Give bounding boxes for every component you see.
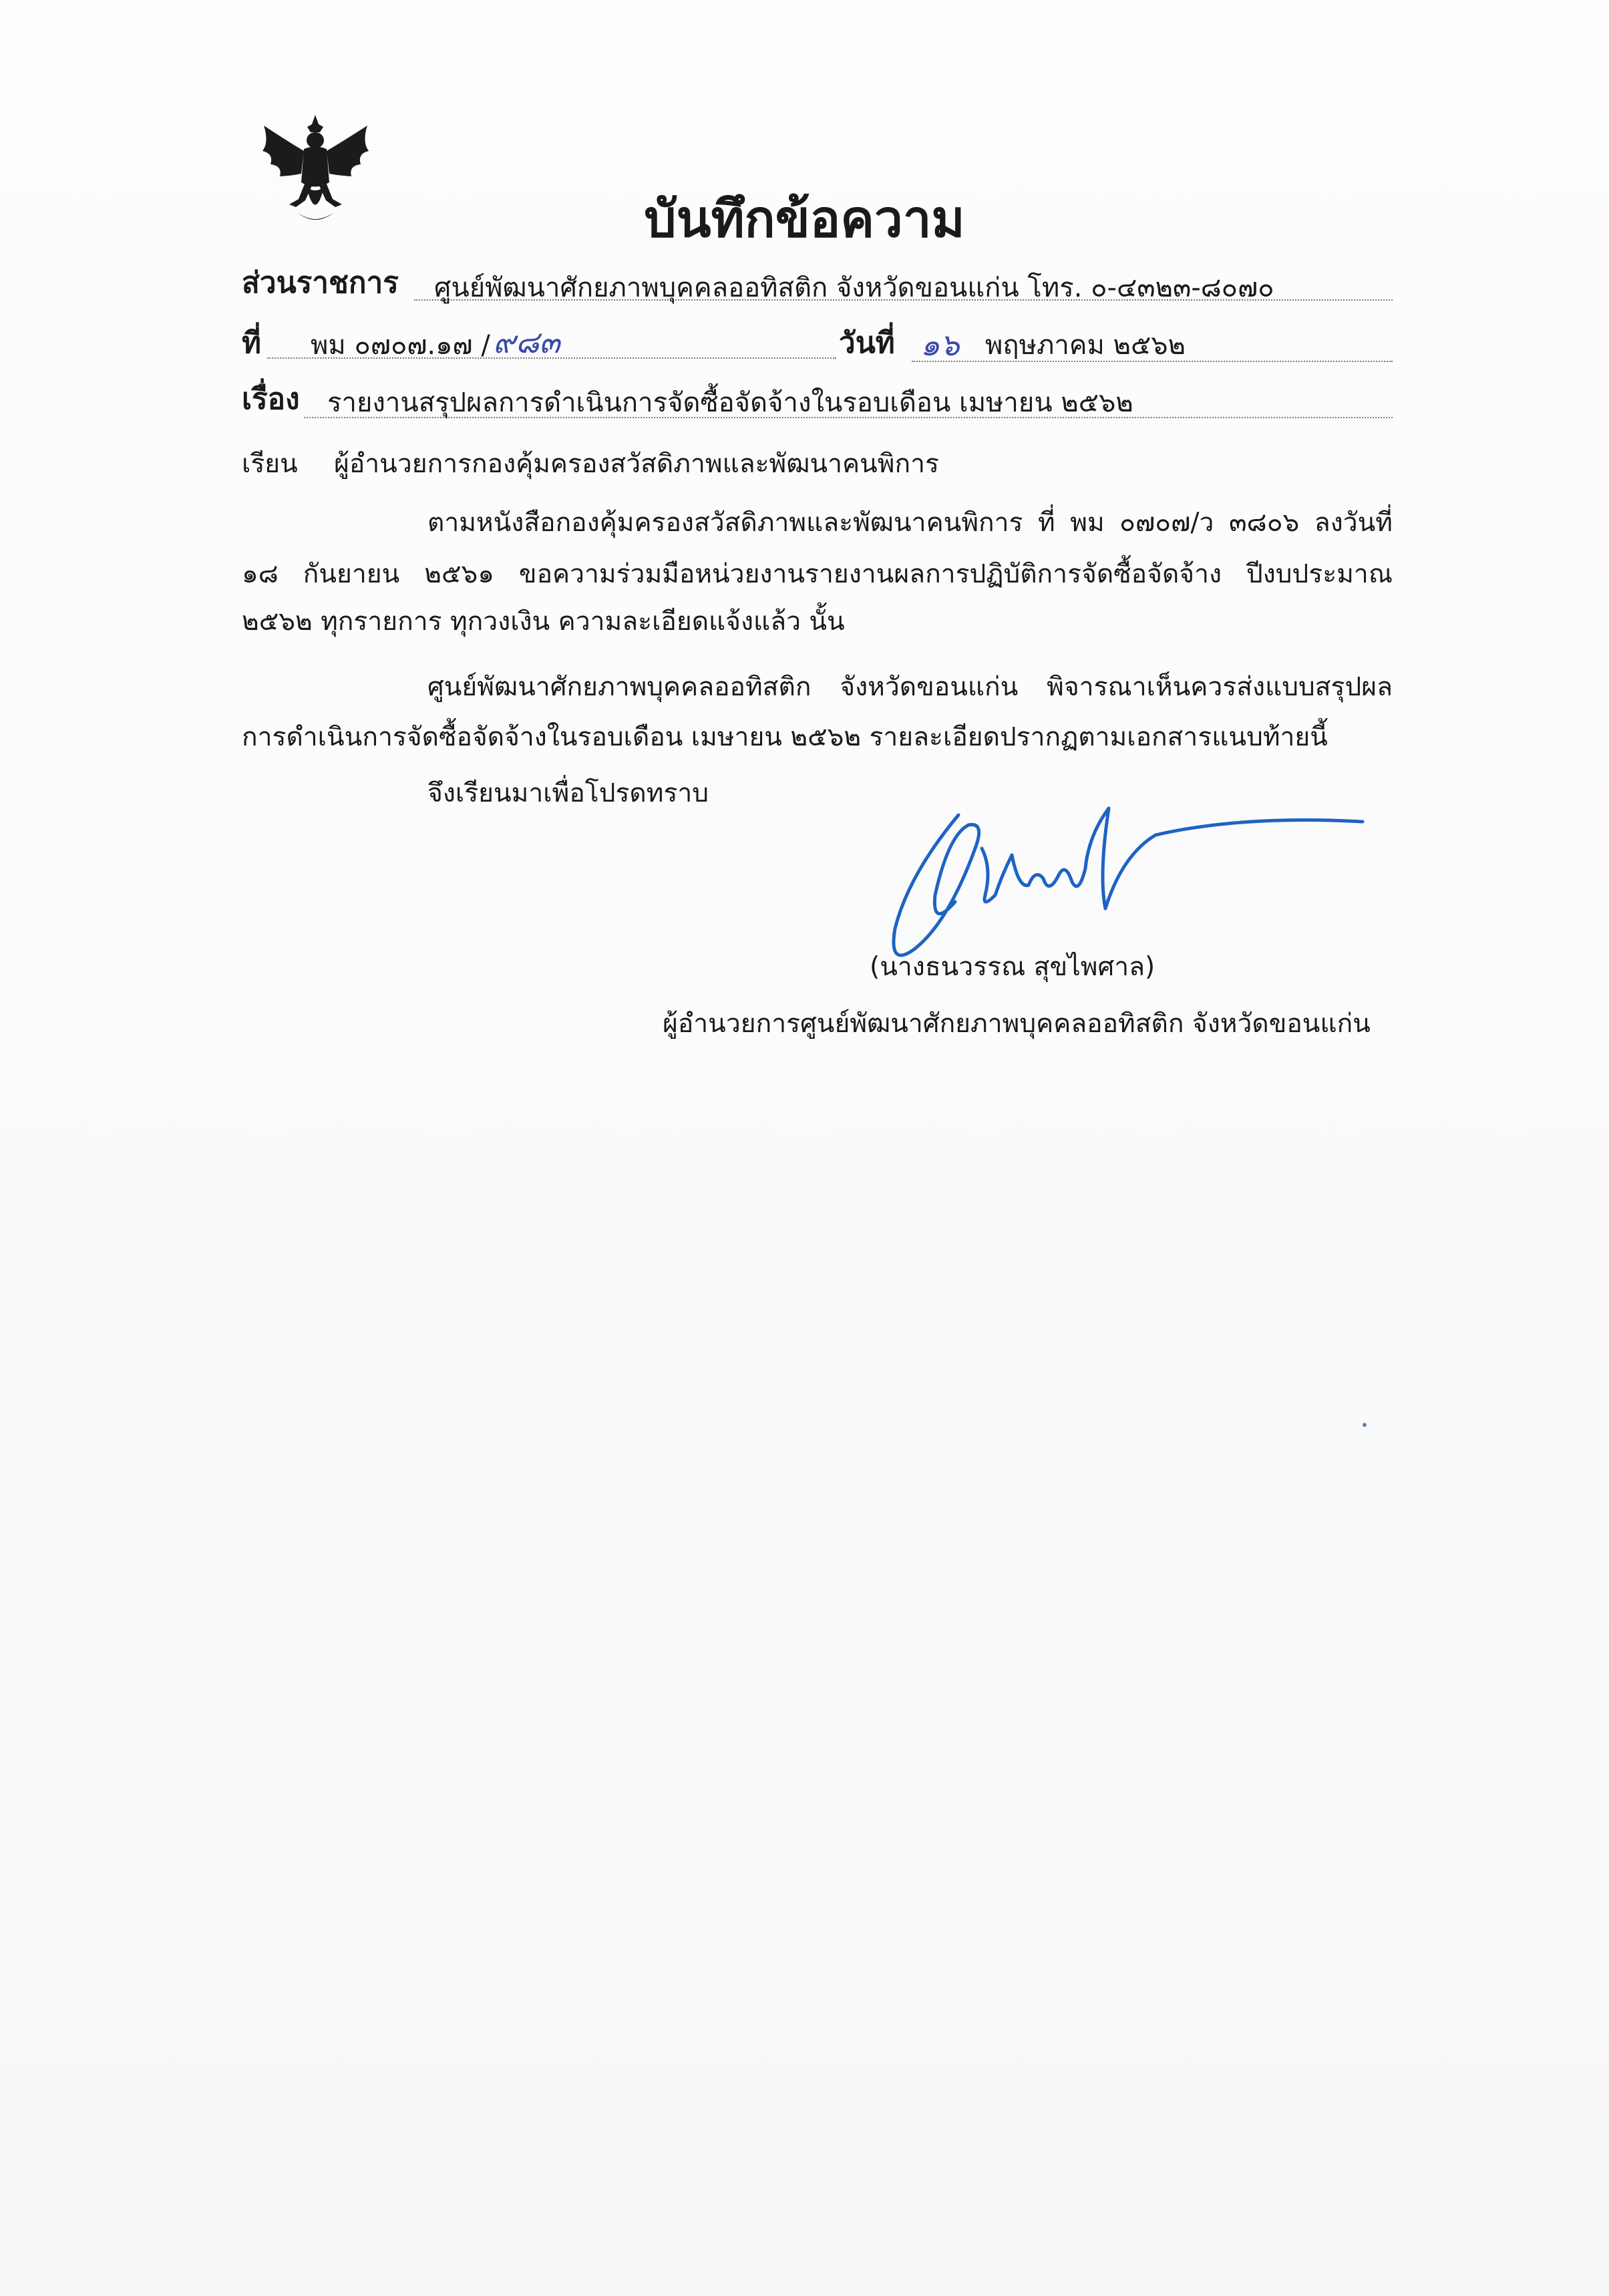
page-title: บันทึกข้อความ: [644, 189, 965, 249]
agency-label: ส่วนราชการ: [242, 266, 399, 300]
paragraph1-line: ๒๕๖๒ ทุกรายการ ทุกวงเงิน ความละเอียดแจ้งแล้ว นั้น: [242, 607, 845, 637]
paragraph1-line: ตามหนังสือกองคุ้มครองสวัสดิภาพและพัฒนาคนพิการ ที่ พม ๐๗๐๗/ว ๓๘๐๖ ลงวันที่: [427, 508, 1393, 538]
subject-label: เรื่อง: [242, 382, 300, 416]
salutation-recipient: ผู้อำนวยการกองคุ้มครองสวัสดิภาพและพัฒนาคนพิการ: [334, 449, 939, 479]
subject-value: รายงานสรุปผลการดำเนินการจัดซื้อจัดจ้างในรอบเดือน เมษายน ๒๕๖๒: [327, 387, 1133, 418]
salutation-label: เรียน: [242, 449, 298, 479]
agency-value: ศูนย์พัฒนาศักยภาพบุคคลออทิสติก จังหวัดขอนแก่น โทร. ๐-๔๓๒๓-๘๐๗๐: [434, 273, 1274, 303]
closing-text: จึงเรียนมาเพื่อโปรดทราบ: [427, 778, 709, 808]
paragraph1-line: ๑๘ กันยายน ๒๕๖๑ ขอความร่วมมือหน่วยงานรายงานผลการปฏิบัติการจัดซื้อจัดจ้าง ปีงบประมาณ: [242, 559, 1393, 589]
ref-handwritten-number: ๙๘๓: [493, 324, 560, 360]
paragraph2-line: การดำเนินการจัดซื้อจัดจ้างในรอบเดือน เมษายน ๒๕๖๒ รายละเอียดปรากฏตามเอกสารแนบท้ายนี้: [242, 722, 1328, 752]
ref-label: ที่: [242, 326, 262, 360]
date-month-year: พฤษภาคม ๒๕๖๒: [985, 330, 1186, 361]
ink-speck: [1363, 1423, 1367, 1427]
date-label: วันที่: [839, 326, 895, 360]
signer-name: (นางธนวรรณ สุขไพศาล): [870, 952, 1155, 982]
paragraph2-line: ศูนย์พัฒนาศักยภาพบุคคลออทิสติก จังหวัดขอนแก่น พิจารณาเห็นควรส่งแบบสรุปผล: [427, 672, 1393, 702]
date-handwritten-day: ๑๖: [920, 327, 960, 363]
signer-position: ผู้อำนวยการศูนย์พัฒนาศักยภาพบุคคลออทิสติก จังหวัดขอนแก่น: [663, 1009, 1371, 1039]
ref-number: พม ๐๗๐๗.๑๗ /: [311, 330, 490, 361]
